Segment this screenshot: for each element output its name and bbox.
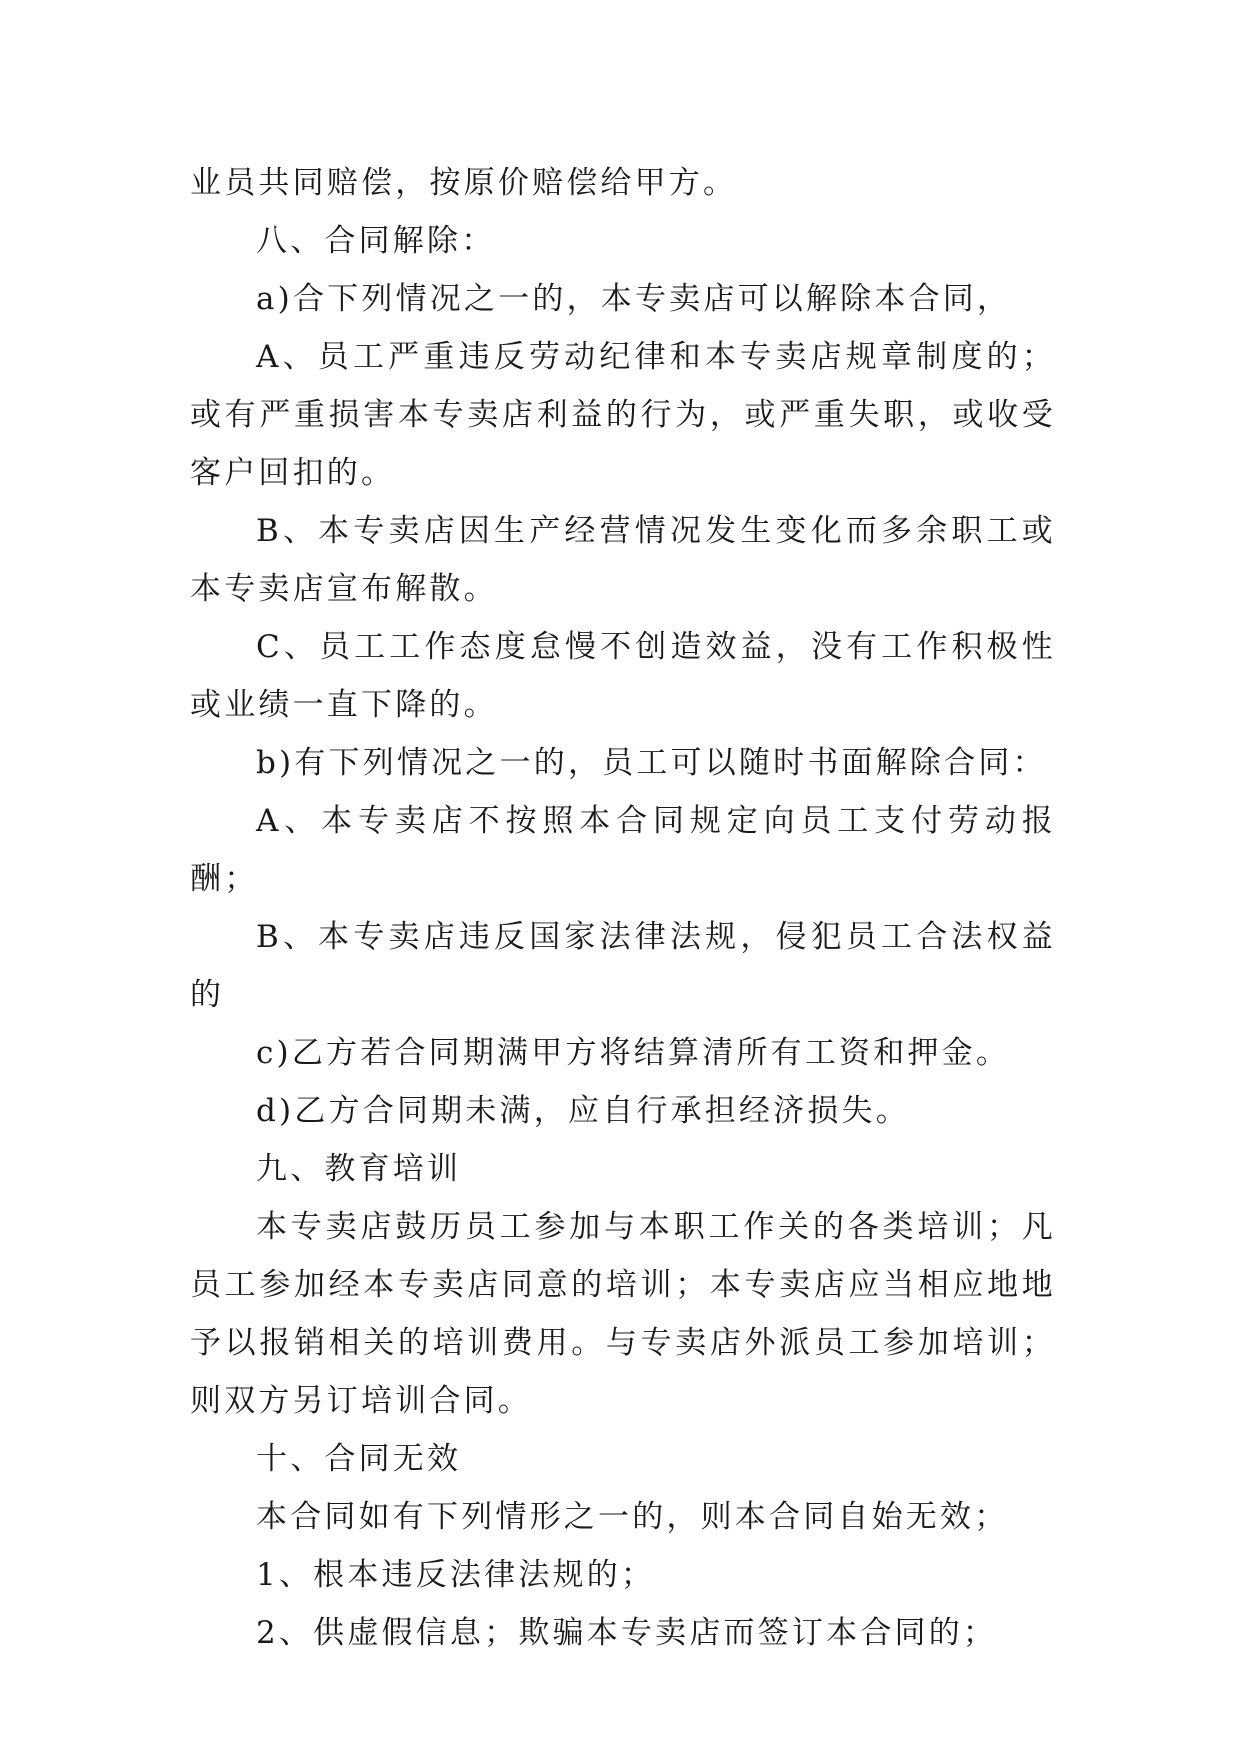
clause-b-item-A: A、本专卖店不按照本合同规定向员工支付劳动报酬； [190,803,1056,897]
clause-c: c)乙方若合同期满甲方将结算清所有工资和押金。 [256,1035,1011,1071]
clause-a-employer-termination: a)合下列情况之一的，本专卖店可以解除本合同， [256,281,1012,317]
paragraph-continuation: 业员共同赔偿，按原价赔偿给甲方。 [190,165,738,201]
clause-a-item-A: A、员工严重违反劳动纪律和本专卖店规章制度的；或有严重损害本专卖店利益的行为，或严重失职，或收受客户回扣的。 [190,339,1056,491]
clause-b-employee-termination: b)有下列情况之一的，员工可以随时书面解除合同： [256,745,1047,781]
clause-a-item-C: C、员工工作态度怠慢不创造效益，没有工作积极性或业绩一直下降的。 [190,629,1056,723]
clause-b-item-B: B、本专卖店违反国家法律法规，侵犯员工合法权益的 [190,919,1056,1013]
section-heading-contract-invalid: 十、合同无效 [256,1441,462,1477]
invalid-intro: 本合同如有下列情形之一的，则本合同自始无效； [256,1499,1009,1535]
section-heading-education-training: 九、教育培训 [256,1151,462,1187]
section-heading-contract-termination: 八、合同解除： [256,223,496,259]
invalid-item-1: 1、根本违反法律法规的； [256,1557,656,1593]
document-page [190,154,1056,1662]
invalid-item-2: 2、供虚假信息；欺骗本专卖店而签订本合同的； [256,1615,998,1651]
clause-d: d)乙方合同期未满，应自行承担经济损失。 [256,1093,910,1129]
training-paragraph: 本专卖店鼓历员工参加与本职工作关的各类培训；凡员工参加经本专卖店同意的培训；本专卖店应当相应地地予以报销相关的培训费用。与专卖店外派员工参加培训；则双方另订培训合同。 [190,1209,1056,1419]
clause-a-item-B: B、本专卖店因生产经营情况发生变化而多余职工或本专卖店宣布解散。 [190,513,1056,607]
